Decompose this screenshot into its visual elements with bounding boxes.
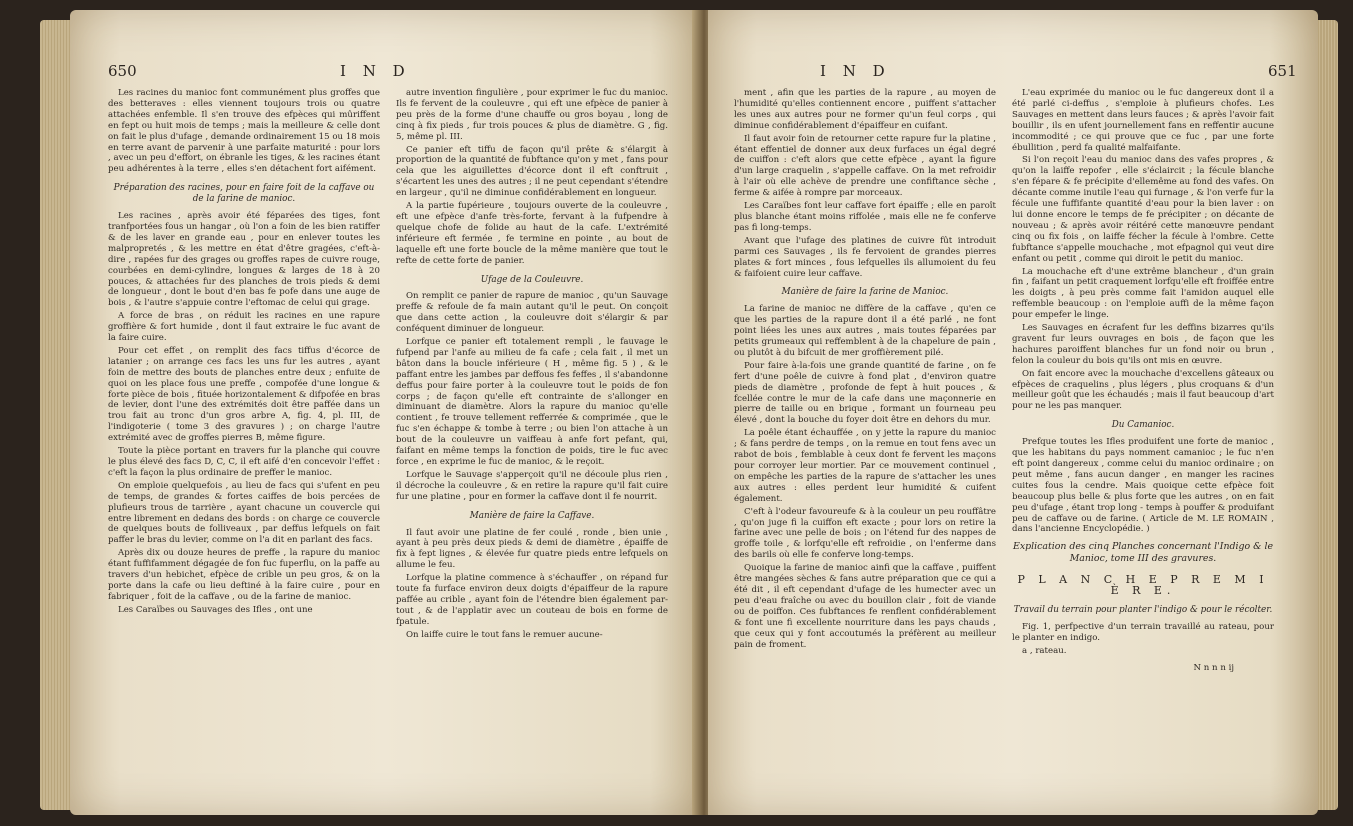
paragraph: A force de bras , on réduit les racines en une rapure groffière & fort humide , dont il faut extraire le fuc avant de la faire cuire. bbox=[108, 311, 380, 344]
paragraph: Toute la pièce portant en travers fur la planche qui couvre le plus élevé des facs D, C, C, il eft aifé d'en concevoir l'effet : c'eft la façon la plus ordinaire de preffer le manioc. bbox=[108, 446, 380, 478]
paragraph: Les Sauvages en écrafent fur les deffins bizarres qu'ils gravent fur leurs ouvrages en bois , de façon que les hachures paroiffent blanches fur un fond noir ou brun , felon la couleur du bois qu'ils ont mis en œuvre. bbox=[1012, 323, 1274, 366]
open-book bbox=[40, 10, 1330, 815]
paragraph: Quoique la farine de manioc ainfi que la caffave , puiffent être mangées sèches & fans autre préparation que ce qui a été dit , il eft cependant d'ufage de les humecter avec un peu d'eau fraîche ou avec du bouillon clair , foit de viande ou de poiffon. Ces fubftances fe renflent confidérablement & font une fi excellente nourriture dans les pays chauds , que ceux qui y font accoutumés la préfèrent au meilleur pain de froment. bbox=[734, 563, 996, 650]
section-heading: Travail du terrain pour planter l'indigo & pour le récolter. bbox=[1013, 605, 1273, 616]
paragraph: Les racines du manioc font communément plus groffes que des betteraves : elles viennent toujours trois ou quatre attachées enfemble. Il s'en trouve des efpèces qui mûriffent en fept ou huit mois de temps ; mais la meilleure & celle dont on fait le plus d'ufage , demande ordinairement 15 ou 18 mois en terre avant de parvenir à une parfaite maturité : pour lors , avec un peu d'effort, on ébranle les tiges, & les racines étant peu adhérentes à la terre , elles s'en détachent fort aifément. bbox=[108, 88, 380, 175]
paragraph: ment , afin que les parties de la rapure , au moyen de l'humidité qu'elles contiennent encore , puiffent s'attacher les unes aux autres pour ne former qu'un feul corps , qui diminue confidérablement d'épaiffeur en cuifant. bbox=[734, 88, 996, 131]
section-heading: Du Camanioc. bbox=[1111, 420, 1175, 431]
paragraph: Les Caraïbes ou Sauvages des Ifles , ont une bbox=[118, 604, 313, 615]
section-heading: Manière de faire la Caffave. bbox=[469, 510, 595, 521]
paragraph: Il faut avoir une platine de fer coulé , ronde , bien unie , ayant à peu près deux pieds & demi de diamètre , épaiffe de fix à fept lignes , & élevée fur quatre pieds entre lefquels on allume le feu. bbox=[396, 527, 668, 571]
section-heading: Manière de faire la farine de Manioc. bbox=[781, 287, 949, 298]
page-number: 650 bbox=[108, 62, 137, 80]
paragraph: C'eft à l'odeur favoureufe & à la couleur un peu rouffâtre , qu'on juge fi la cuiffon eft exacte ; pour lors on retire la farine avec une pelle de bois ; on l'étend fur des nappes de groffe toile , & lorfqu'elle eft refroidie , on l'enferme dans des barils où elle fe conferve long-temps. bbox=[734, 506, 996, 561]
paragraph: La mouchache eft d'une extrême blancheur , d'un grain fin , faifant un petit craquement lorfqu'elle eft froiffée entre les doigts , à peu près comme fait l'amidon auquel elle reffemble beaucoup : on l'emploie auffi de la même façon pour empefer le linge. bbox=[1012, 266, 1274, 321]
left-page bbox=[70, 10, 700, 815]
running-head: I N D bbox=[820, 62, 891, 80]
paragraph: On laiffe cuire le tout fans le remuer aucune- bbox=[406, 629, 603, 640]
paragraph: Pour faire à-la-fois une grande quantité de farine , on fe fert d'une poêle de cuivre à fond plat , d'environ quatre pieds de diamètre , profonde de fept à huit pouces , & fcellée contre le mur de la cafe dans une maçonnerie en pierre de taille ou en brique , formant un fourneau peu élevé , dont la bouche du foyer doit être en dehors du mur. bbox=[734, 360, 996, 426]
paragraph: Lorfque le Sauvage s'apperçoit qu'il ne découle plus rien , il décroche la couleuvre , & en retire la rapure qu'il fait cuire fur une platine , pour en former la caffave dont il fe nourrit. bbox=[396, 469, 668, 502]
paragraph: Lorfque ce panier eft totalement rempli , le fauvage le fufpend par l'anfe au milieu de fa cafe ; cela fait , il met un bâton dans la boucle inférieure ( H , même fig. 5 ) , & le paffant entre les jambes par deffous fes feffes , il s'abandonne deffus pour faire porter à la couleuvre tout le poids de fon corps ; de façon qu'elle eft contrainte de s'allonger en diminuant de diamètre. Alors la rapure du manioc qu'elle contient , fe trouve tellement refferrée & comprimée , que le fuc s'en échappe & tombe à terre ; ou bien l'on attache à un bout de la couleuvre un vaiffeau à anfe fort pefant, qui, faifant en même temps la fonction de poids, tire le fuc avec force , en exprime le fuc de manioc, & le reçoit. bbox=[396, 337, 668, 467]
right-page bbox=[708, 10, 1318, 815]
paragraph: Lorfque la platine commence à s'échauffer , on répand fur toute fa furface environ deux doigts d'épaiffeur de la rapure paffée au crible , ayant foin de l'étendre bien également par-tout , & de l'applatir avec un couteau de bois en forme de fpatule. bbox=[396, 573, 668, 627]
paragraph: Après dix ou douze heures de preffe , la rapure du manioc étant fuffifamment dégagée de fon fuc fuperflu, on la paffe au travers d'un hebichet, efpèce de crible un peu gros, & on la porte dans la cafe ou lieu deftiné à la faire cuire , pour en fabriquer , foit de la caffave , ou de la farine de manioc. bbox=[108, 548, 380, 602]
paragraph: a , rateau. bbox=[1022, 645, 1067, 656]
section-heading: Ufage de la Couleuvre. bbox=[480, 274, 584, 285]
paragraph: Fig. 1, perfpective d'un terrain travaillé au rateau, pour le planter en indigo. bbox=[1012, 622, 1274, 643]
plate-heading: P L A N C H E P R E M I È R E. bbox=[1017, 573, 1269, 598]
paragraph: Si l'on reçoit l'eau du manioc dans des vafes propres , & qu'on la laiffe repofer , elle s'éclaircit ; la fécule blanche s'en fépare & fe précipite d'ellemême au fond des vafes. On décante comme inutile l'eau qui furnage , & l'on verfe fur la fécule une fuffifante quantité d'eau pour la bien laver : on lui donne encore le temps de fe précipiter ; on décante de nouveau ; & après avoir réitéré cette manœuvre pendant cinq ou fix fois , on laiffe fécher la fécule à l'ombre. Cette fubftance s'appelle mouchache , mot efpagnol qui veut dire enfant ou petit , comme qui diroit le petit du manioc. bbox=[1012, 155, 1274, 264]
section-heading: Préparation des racines, pour en faire foit de la caffave ou de la farine de manioc. bbox=[113, 183, 375, 205]
paragraph: La poêle étant échauffée , on y jette la rapure du manioc ; & fans perdre de temps , on la remue en tout fens avec un rabot de bois , femblable à ceux dont fe fervent les maçons pour corroyer leur mortier. Par ce mouvement continuel , on empêche les parties de la rapure de s'attacher les unes aux autres : elles perdent leur humidité & cuifent également. bbox=[734, 428, 996, 504]
paragraph: L'eau exprimée du manioc ou le fuc dangereux dont il a été parlé ci-deffus , s'emploie à plufieurs chofes. Les Sauvages en mettent dans leurs fauces ; & après l'avoir fait bouillir , ils en ufent journellement fans en reffentir aucune incommodité ; ce qui prouve que ce fuc , par une forte ébullition , perd fa qualité malfaifante. bbox=[1012, 88, 1274, 153]
paragraph: Prefque toutes les Ifles produifent une forte de manioc , que les habitans du pays nomment camanioc ; le fuc n'en eft point dangereux , comme celui du manioc ordinaire ; on peut même , fans aucun danger , en manger les racines cuites fous la cendre. Mais quoique cette efpèce foit beaucoup plus belle & plus forte que les autres , on en fait peu d'ufage , étant trop long - temps à pouffer & produifant peu de caffave ou de farine. ( Article de M. LE ROMAIN , dans l'ancienne Encyclopédie. ) bbox=[1012, 437, 1274, 535]
paragraph: Pour cet effet , on remplit des facs tiffus d'écorce de latanier ; on arrange ces facs les uns fur les autres , ayant foin de mettre des bouts de planches entre deux ; enfuite de quoi on les place fous une preffe , compofée d'une longue & forte pièce de bois , fituée horizontalement & difpofée en bras de levier, dont l'une des extrémités doit être paffée dans un trou fait au tronc d'un gros arbre A, fig. 4, pl. III, de l'indigoterie ( tome 3 des gravures ) ; on charge l'autre extrémité avec de groffes pierres B, même figure. bbox=[108, 345, 380, 444]
paragraph: Les Caraïbes font leur caffave fort épaiffe ; elle en paroît plus blanche étant moins riffolée , mais elle ne fe conferve pas fi long-temps. bbox=[734, 201, 996, 233]
paragraph: On emploie quelquefois , au lieu de facs qui s'ufent en peu de temps, de grandes & fortes caiffes de bois percées de plufieurs trous de tarrière , ayant chacune un couvercle qui entre librement en dedans des bords : on charge ce couvercle de quelques bouts de folliveaux , par deffus lefquels on fait paffer le bras du levier, comme on l'a dit en parlant des facs. bbox=[108, 480, 380, 546]
explanation-title: Explication des cinq Planches concernant l'Indigo & le Manioc, tome III des gravures. bbox=[1012, 541, 1273, 565]
text-column-1 bbox=[108, 88, 380, 798]
text-column-2 bbox=[396, 88, 668, 798]
paragraph: Il faut avoir foin de retourner cette rapure fur la platine , étant effentiel de donner aux deux furfaces un égal degré de cuiffon : c'eft alors que cette efpèce , ayant la figure d'un large craquelin , s'appelle caffave. On la met refroidir à l'air où elle achève de prendre une confiftance sèche , ferme & aifée à rompre par morceaux. bbox=[734, 133, 996, 199]
paragraph: A la partie fupérieure , toujours ouverte de la couleuvre , eft une efpèce d'anfe très-forte, fervant à la fufpendre à quelque chofe de folide au haut de la cafe. L'extrémité inférieure eft fermée , fe termine en pointe , au bout de laquelle eft une forte boucle de la même manière que tout le refte de cette forte de panier. bbox=[396, 201, 668, 266]
text-column-2 bbox=[1012, 88, 1274, 798]
page-number: 651 bbox=[1268, 62, 1297, 80]
paragraph: Les racines , après avoir été féparées des tiges, font tranfportées fous un hangar , où l'on a foin de les bien ratiffer & de les laver en grande eau , pour en enlever toutes les malpropretés , & les mettre en état d'être gragées, c'eft-à-dire , rapées fur des grages ou groffes rapes de cuivre rouge, courbées en demi-cylindre, longues & larges de 18 à 20 pouces, & attachées fur des planches de trois pieds & demi de longueur , dont le bout d'en bas fe pofe dans une auge de bois , & l'autre s'appuie contre l'eftomac de celui qui grage. bbox=[108, 211, 380, 309]
paragraph: On remplit ce panier de rapure de manioc , qu'un Sauvage preffe & refoule de fa main autant qu'il le peut. On conçoit que dans cette action , la couleuvre doit s'élargir & par conféquent diminuer de longueur. bbox=[396, 291, 668, 335]
paragraph: La farine de manioc ne diffère de la caffave , qu'en ce que les parties de la rapure dont il a été parlé , ne font point liées les unes aux autres , mais toutes féparées par petits grumeaux qui reffemblent à de la chapelure de pain , ou plutôt à du bifcuit de mer groffièrement pilé. bbox=[734, 304, 996, 358]
text-column-1 bbox=[734, 88, 996, 798]
signature-mark: N n n n ij bbox=[1193, 662, 1234, 673]
paragraph: Ce panier eft tiffu de façon qu'il prête & s'élargit à proportion de la quantité de fubftance qu'on y met , fans pour cela que les aiguillettes d'écorce dont il eft conftruit , s'écartent les unes des autres ; il ne peut cependant s'étendre en largeur , qu'il ne diminue confidérablement en longueur. bbox=[396, 144, 668, 199]
paragraph: autre invention fingulière , pour exprimer le fuc du manioc. Ils fe fervent de la couleuvre , qui eft une efpèce de panier à peu près de la forme d'une chauffe ou gros boyau , long de cinq à fix pieds , fur trois pouces & plus de diamètre. G , fig. 5, même pl. III. bbox=[396, 88, 668, 142]
running-head: I N D bbox=[340, 62, 411, 80]
paragraph: On fait encore avec la mouchache d'excellens gâteaux ou efpèces de craquelins , plus légers , plus croquans & d'un meilleur goût que les échaudés ; mais il faut beaucoup d'art pour ne les pas manquer. bbox=[1012, 368, 1274, 412]
paragraph: Avant que l'ufage des platines de cuivre fût introduit parmi ces Sauvages , ils fe fervoient de grandes pierres plates & fort minces , fous lefquelles ils allumoient du feu & faifoient cuire leur caffave. bbox=[734, 235, 996, 279]
